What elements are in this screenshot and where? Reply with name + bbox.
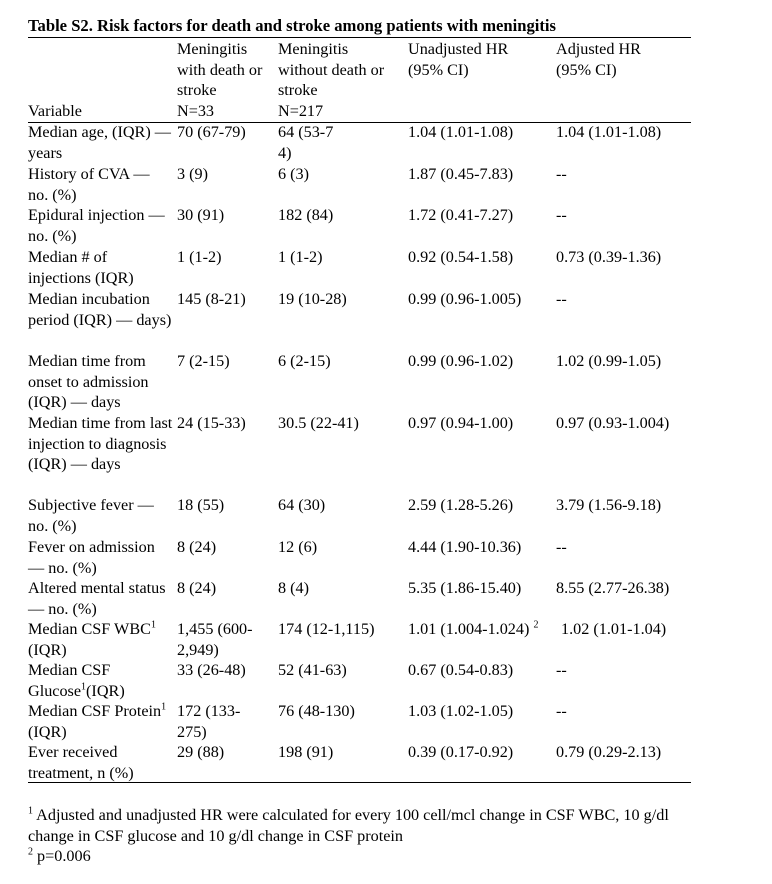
footnote-2: [28, 846, 91, 867]
header-group1-line1: Meningitis: [177, 40, 248, 58]
row-6-group2: 30.5 (22-41): [278, 414, 359, 432]
row-10-variable-text: Median CSF WBC: [28, 620, 151, 638]
row-9-unadjusted-hr: 5.35 (1.86-15.40): [408, 579, 522, 597]
table-top-rule: [28, 37, 691, 38]
row-12-footnote-ref: 1: [161, 701, 167, 713]
row-5-unadjusted-hr: 0.99 (0.96-1.02): [408, 352, 514, 370]
row-12-group1: 172 (133- 275): [177, 702, 241, 741]
header-unadjusted-line2: (95% CI): [408, 60, 469, 79]
row-10-unadjusted-hr-value: 1.01 (1.004-1.024): [408, 620, 530, 638]
table-bottom-rule: [28, 782, 691, 783]
row-10-footnote-ref: 1: [150, 619, 156, 631]
row-5-adjusted-hr: 1.02 (0.99-1.05): [556, 352, 662, 370]
footnote-1-text: Adjusted and unadjusted HR were calculated for every 100 cell/mcl change in CSF WBC, 10 g/dl change in CSF glucose and 10 g/dl change in CSF protein: [28, 806, 669, 845]
row-13-group2: 198 (91): [278, 743, 334, 761]
footnote-1-mark: 1: [28, 805, 33, 817]
header-unadjusted-line1: Unadjusted HR: [408, 40, 509, 58]
row-5-variable: Median time from onset to admission (IQR) — days: [28, 352, 149, 412]
row-2-variable: Epidural injection — no. (%): [28, 206, 165, 245]
row-2-group2: 182 (84): [278, 206, 334, 224]
row-6-variable: Median time from last injection to diagnosis (IQR) — days: [28, 414, 173, 474]
header-group1-line3: stroke: [177, 81, 217, 100]
header-group2: [278, 39, 406, 122]
header-adjusted-line1: Adjusted HR: [556, 40, 641, 58]
row-1-adjusted-hr: --: [556, 165, 567, 183]
row-12-adjusted-hr: --: [556, 702, 567, 720]
row-0-unadjusted-hr: 1.04 (1.01-1.08): [408, 123, 514, 141]
row-11-variable: [28, 660, 173, 701]
row-11-variable-text: Median CSF Glucose: [28, 661, 111, 700]
row-7-group1: 18 (55): [177, 496, 225, 514]
row-1-group2: 6 (3): [278, 165, 310, 183]
row-4-adjusted-hr: --: [556, 290, 567, 308]
row-12-unadjusted-hr: 1.03 (1.02-1.05): [408, 702, 514, 720]
row-7-group2: 64 (30): [278, 496, 326, 514]
row-1-group1: 3 (9): [177, 165, 209, 183]
row-6-adjusted-hr: 0.97 (0.93-1.004): [556, 414, 670, 432]
header-adjusted-line2: (95% CI): [556, 60, 617, 79]
row-12-group2: 76 (48-130): [278, 702, 355, 720]
row-5-group2: 6 (2-15): [278, 352, 331, 370]
row-4-unadjusted-hr: 0.99 (0.96-1.005): [408, 290, 522, 308]
row-6-unadjusted-hr: 0.97 (0.94-1.00): [408, 414, 514, 432]
row-9-variable: Altered mental status — no. (%): [28, 579, 166, 618]
row-13-group1: 29 (88): [177, 743, 225, 761]
row-9-group1: 8 (24): [177, 579, 217, 597]
row-10-unadjusted-hr: [408, 619, 538, 640]
row-11-group2: 52 (41-63): [278, 661, 347, 679]
row-13-adjusted-hr: 0.79 (0.29-2.13): [556, 743, 662, 761]
row-12-variable: [28, 701, 173, 742]
header-group1-line2: with death or: [177, 60, 263, 79]
row-9-adjusted-hr: 8.55 (2.77-26.38): [556, 579, 670, 597]
row-10-variable: [28, 619, 173, 660]
header-group1: [177, 39, 277, 122]
row-10-variable-suffix: (IQR): [28, 640, 67, 659]
row-4-variable: Median incubation period (IQR) — days): [28, 290, 172, 329]
row-10-unadjusted-footnote-ref: 2: [533, 619, 539, 631]
row-2-unadjusted-hr: 1.72 (0.41-7.27): [408, 206, 514, 224]
header-group2-n: N=217: [278, 102, 324, 121]
row-13-unadjusted-hr: 0.39 (0.17-0.92): [408, 743, 514, 761]
row-11-footnote-ref: 1: [81, 681, 87, 693]
row-1-unadjusted-hr: 1.87 (0.45-7.83): [408, 165, 514, 183]
row-0-variable: Median age, (IQR) — years: [28, 123, 171, 162]
row-8-variable: Fever on admission — no. (%): [28, 538, 155, 577]
row-3-variable: Median # of injections (IQR): [28, 248, 134, 287]
header-group2-line3: stroke: [278, 81, 318, 100]
row-4-group1: 145 (8-21): [177, 290, 246, 308]
header-variable: Variable: [28, 102, 82, 120]
row-3-group1: 1 (1-2): [177, 248, 222, 266]
footnote-2-text: p=0.006: [37, 847, 91, 865]
row-3-unadjusted-hr: 0.92 (0.54-1.58): [408, 248, 514, 266]
row-11-group1: 33 (26-48): [177, 661, 246, 679]
row-2-group1: 30 (91): [177, 206, 225, 224]
row-10-group2: 174 (12-1,115): [278, 620, 375, 638]
footnote-2-mark: 2: [28, 846, 33, 858]
row-12-variable-text: Median CSF Protein: [28, 702, 162, 720]
row-3-adjusted-hr: 0.73 (0.39-1.36): [556, 248, 662, 266]
row-8-group2: 12 (6): [278, 538, 318, 556]
row-11-unadjusted-hr: 0.67 (0.54-0.83): [408, 661, 514, 679]
row-3-group2: 1 (1-2): [278, 248, 323, 266]
row-12-variable-suffix: (IQR): [28, 722, 67, 741]
row-11-variable-suffix: (IQR): [86, 681, 125, 700]
row-8-adjusted-hr: --: [556, 538, 567, 556]
header-group2-line1: Meningitis: [278, 40, 349, 58]
row-6-group1: 24 (15-33): [177, 414, 246, 432]
header-unadjusted-hr: [408, 39, 508, 80]
row-0-group1: 70 (67-79): [177, 123, 246, 141]
header-group1-n: N=33: [177, 102, 215, 121]
row-11-adjusted-hr: --: [556, 661, 567, 679]
row-13-variable: Ever received treatment, n (%): [28, 743, 134, 782]
footnote-1: [28, 805, 718, 846]
row-1-variable: History of CVA — no. (%): [28, 165, 150, 204]
row-10-group1: 1,455 (600- 2,949): [177, 620, 253, 659]
row-8-group1: 8 (24): [177, 538, 217, 556]
header-adjusted-hr: [556, 39, 641, 80]
table-title: Table S2. Risk factors for death and stroke among patients with meningitis: [28, 16, 556, 35]
row-9-group2: 8 (4): [278, 579, 310, 597]
row-0-adjusted-hr: 1.04 (1.01-1.08): [556, 123, 662, 141]
row-7-variable: Subjective fever — no. (%): [28, 496, 154, 535]
row-8-unadjusted-hr: 4.44 (1.90-10.36): [408, 538, 522, 556]
row-0-group2: 64 (53-7 4): [278, 123, 334, 162]
row-2-adjusted-hr: --: [556, 206, 567, 224]
row-7-unadjusted-hr: 2.59 (1.28-5.26): [408, 496, 514, 514]
row-7-adjusted-hr: 3.79 (1.56-9.18): [556, 496, 662, 514]
row-5-group1: 7 (2-15): [177, 352, 230, 370]
row-4-group2: 19 (10-28): [278, 290, 347, 308]
header-group2-line2: without death or: [278, 60, 385, 79]
row-10-adjusted-hr: 1.02 (1.01-1.04): [561, 620, 667, 638]
